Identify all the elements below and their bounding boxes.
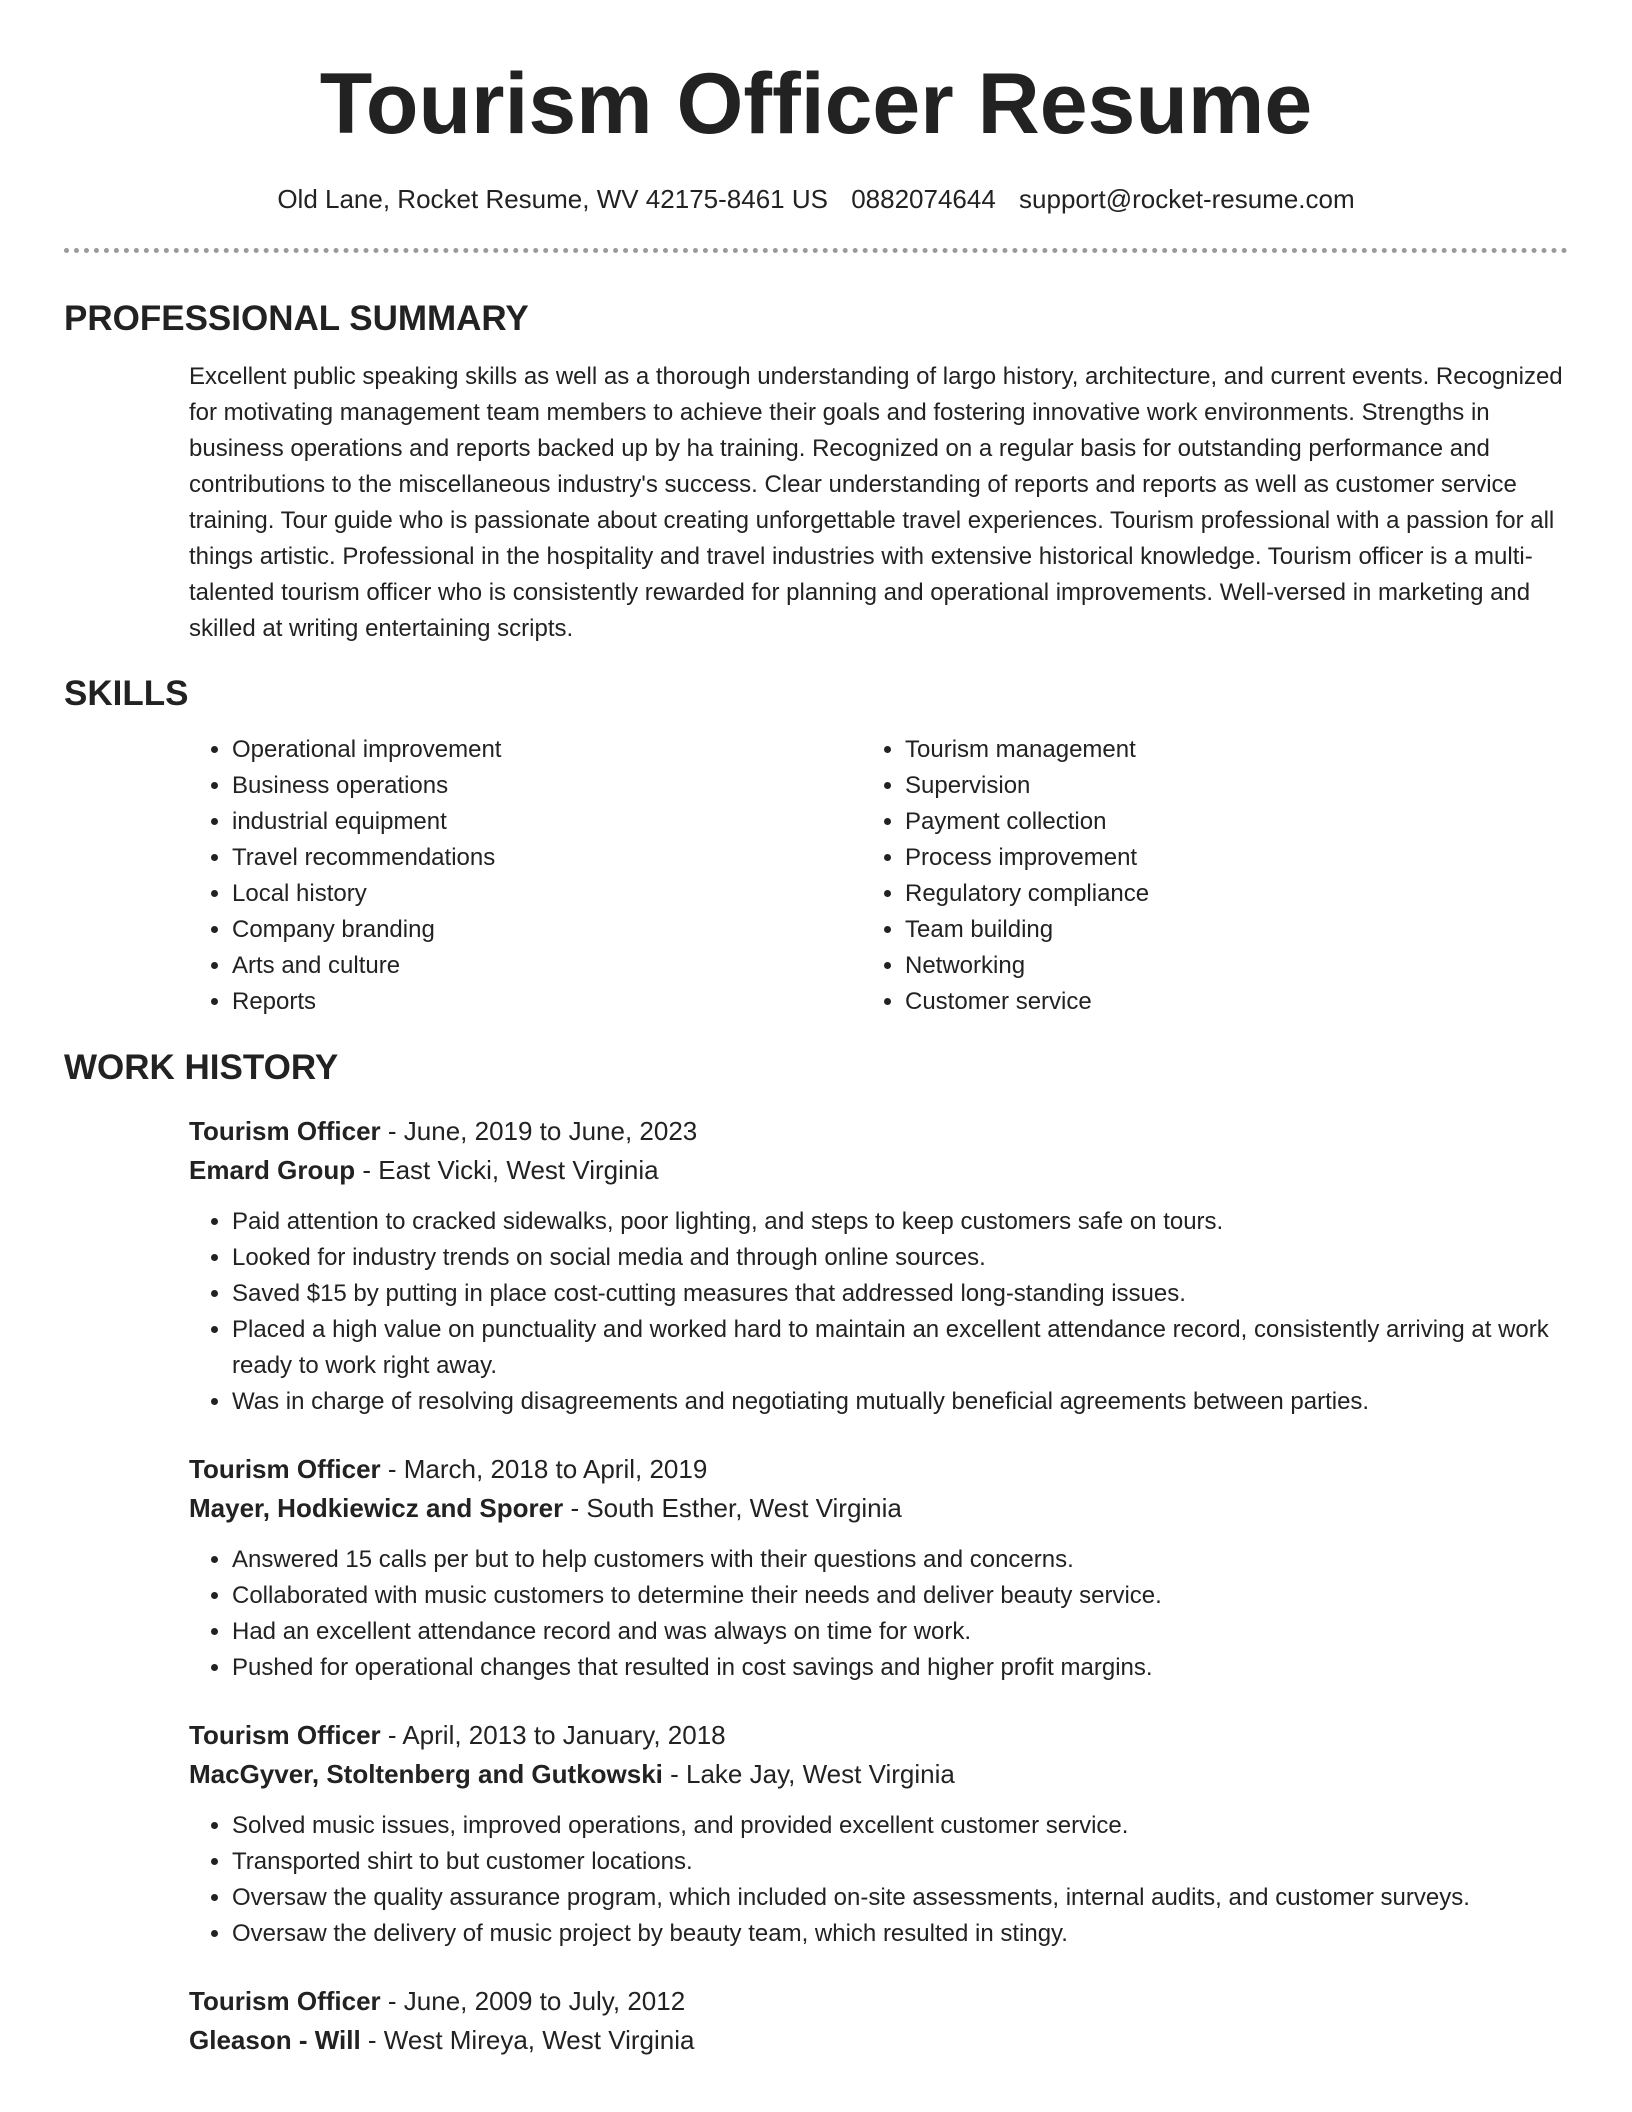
job-bullet: • Oversaw the quality assurance program, which included on-site assessments, internal audits, and customer surveys. [232, 1880, 1568, 1916]
skill-item: • Reports [232, 984, 862, 1020]
job-entry [189, 1982, 1568, 2060]
job-bullet: • Was in charge of resolving disagreements and negotiating mutually beneficial agreements between parties. [232, 1384, 1568, 1420]
skill-item: • Regulatory compliance [905, 876, 1149, 912]
skill-item: • Tourism management [905, 732, 1149, 768]
job-company: Emard Group [189, 1155, 356, 1185]
job-bullet: • Collaborated with music customers to determine their needs and deliver beauty service. [232, 1578, 1568, 1614]
job-dates: - June, 2019 to June, 2023 [380, 1116, 698, 1146]
job-bullets [189, 1808, 1568, 1952]
job-company-line [189, 1489, 1568, 1528]
job-title: Tourism Officer [189, 1720, 381, 1750]
contact-line [64, 182, 1568, 216]
skill-item: • Company branding [232, 912, 862, 948]
job-location: - East Vicki, West Virginia [355, 1155, 659, 1185]
job-company-line [189, 1755, 1568, 1794]
job-location: - West Mireya, West Virginia [360, 2025, 695, 2055]
summary-text: Excellent public speaking skills as well as a thorough understanding of largo history, architecture, and current events. Recognized for motivating management team members to achieve their goals and fostering innovative work environments. Strengths in business operations and reports backed up by ha training. Recognized on a regular basis for outstanding performance and contributions to the miscellaneous industry's success. Clear understanding of reports and reports as well as customer service training. Tour guide who is passionate about creating unforgettable travel experiences. Tourism professional with a passion for all things artistic. Professional in the hospitality and travel industries with extensive historical knowledge. Tourism officer is a multi-talented tourism officer who is consistently rewarded for planning and operational improvements. Well-versed in marketing and skilled at writing entertaining scripts. [189, 363, 1563, 642]
job-dates: - June, 2009 to July, 2012 [380, 1986, 686, 2016]
skill-item: • Local history [232, 876, 862, 912]
job-bullet: • Saved $15 by putting in place cost-cutting measures that addressed long-standing issues. [232, 1276, 1568, 1312]
job-bullet: • Answered 15 calls per but to help customers with their questions and concerns. [232, 1542, 1568, 1578]
job-bullet: • Had an excellent attendance record and was always on time for work. [232, 1614, 1568, 1650]
job-title: Tourism Officer [189, 1116, 381, 1146]
job-company-line [189, 1151, 1568, 1190]
skill-item: • Supervision [905, 768, 1149, 804]
job-company-line [189, 2021, 1568, 2060]
summary-heading: PROFESSIONAL SUMMARY [64, 299, 529, 338]
work-history-heading: WORK HISTORY [64, 1048, 339, 1087]
job-bullets [189, 1204, 1568, 1420]
job-entry [189, 1112, 1568, 1420]
job-company: Gleason - Will [189, 2025, 361, 2055]
job-bullet: • Paid attention to cracked sidewalks, poor lighting, and steps to keep customers safe on tours. [232, 1204, 1568, 1240]
skill-item: • Arts and culture [232, 948, 862, 984]
contact-address: Old Lane, Rocket Resume, WV 42175-8461 US [277, 184, 828, 214]
resume-title: Tourism Officer Resume [319, 56, 1313, 152]
skill-item: • Payment collection [905, 804, 1149, 840]
job-dates: - March, 2018 to April, 2019 [380, 1454, 708, 1484]
job-company: Mayer, Hodkiewicz and Sporer [189, 1493, 564, 1523]
job-company: MacGyver, Stoltenberg and Gutkowski [189, 1759, 663, 1789]
skills-list [189, 732, 1568, 1020]
job-bullet: • Solved music issues, improved operations, and provided excellent customer service. [232, 1808, 1568, 1844]
skill-item: • industrial equipment [232, 804, 862, 840]
resume-page [64, 0, 1568, 2060]
job-title-line [189, 1716, 1568, 1755]
skills-column-left [189, 732, 862, 1020]
skill-item: • Business operations [232, 768, 862, 804]
skills-heading: SKILLS [64, 674, 189, 713]
contact-email: support@rocket-resume.com [1019, 184, 1355, 214]
job-location: - Lake Jay, West Virginia [662, 1759, 955, 1789]
job-entry [189, 1716, 1568, 1952]
job-dates: - April, 2013 to January, 2018 [380, 1720, 726, 1750]
skills-column-right [862, 732, 1149, 1020]
job-bullet: • Transported shirt to but customer locations. [232, 1844, 1568, 1880]
job-location: - South Esther, West Virginia [563, 1493, 902, 1523]
skill-item: • Travel recommendations [232, 840, 862, 876]
skill-item: • Operational improvement [232, 732, 862, 768]
skill-item: • Team building [905, 912, 1149, 948]
job-bullets [189, 1542, 1568, 1686]
job-title-line [189, 1112, 1568, 1151]
job-title-line [189, 1450, 1568, 1489]
job-bullet: • Oversaw the delivery of music project by beauty team, which resulted in stingy. [232, 1916, 1568, 1952]
contact-phone: 0882074644 [851, 184, 996, 214]
skill-item: • Networking [905, 948, 1149, 984]
job-title: Tourism Officer [189, 1454, 381, 1484]
skill-item: • Process improvement [905, 840, 1149, 876]
skill-item: • Customer service [905, 984, 1149, 1020]
job-bullet: • Looked for industry trends on social media and through online sources. [232, 1240, 1568, 1276]
job-title-line [189, 1982, 1568, 2021]
header-divider [64, 248, 1568, 253]
job-title: Tourism Officer [189, 1986, 381, 2016]
job-bullet: • Pushed for operational changes that resulted in cost savings and higher profit margins. [232, 1650, 1568, 1686]
job-entry [189, 1450, 1568, 1686]
job-bullet: • Placed a high value on punctuality and worked hard to maintain an excellent attendance record, consistently arriving at work ready to work right away. [232, 1312, 1568, 1384]
